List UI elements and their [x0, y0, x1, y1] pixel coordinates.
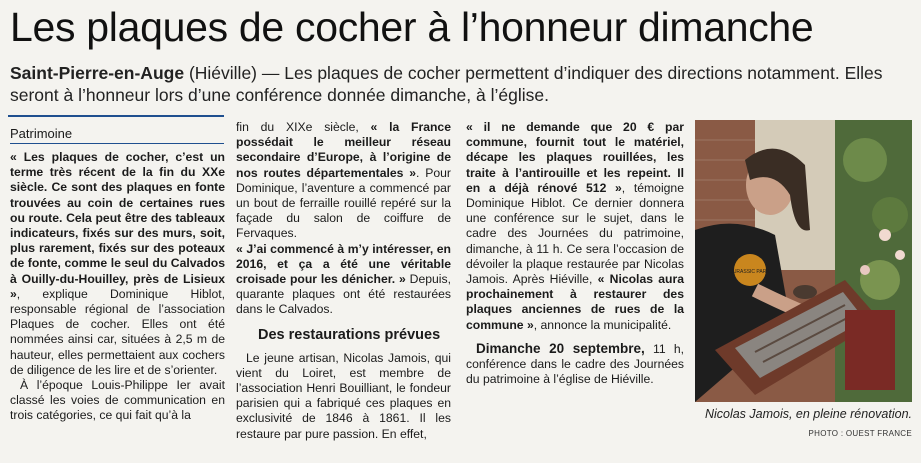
standfirst-place: Saint-Pierre-en-Auge — [10, 63, 185, 83]
col2-text-2: Depuis, quarante plaques ont été restaurées dans le Calvados. — [236, 272, 451, 317]
col2-paragraph-1 — [236, 120, 451, 242]
col1-quote: « Les plaques de cocher, c’est un terme très récent de la fin du XXe siècle. Ce sont des plaques en fonte trouvées au coin de certaines rues ou route. Cela peut être des tableaux indicateurs, fixés sur des murs, soit, plus rarement, fixés sur des poteaux de fonte, comme le seul du Calvados à Ouilly-du-Houilley, près de Lisieux » — [10, 150, 225, 301]
col3-paragraph-1 — [466, 120, 684, 333]
col3-quote-2: « Nicolas aura prochainement à restaurer des plaques anciennes de rues de la commune » — [466, 272, 684, 332]
rubric-top-rule — [8, 115, 224, 117]
col2-paragraph-3: Le jeune artisan, Nicolas Jamois, qui vient du Loiret, est membre de l’association Henri Bouilliant, le fondeur parisien qui a fabriqué ces plaques en exclusivité de 1846 à 1861. Il les restaure par pure passion. En effet, — [236, 350, 451, 441]
photo-illustration — [695, 120, 912, 402]
col2-paragraph-2 — [236, 242, 451, 318]
headline: Les plaques de cocher à l’honneur dimanche — [10, 4, 814, 50]
article-column-2 — [236, 120, 451, 442]
article-column-1 — [10, 150, 225, 424]
col1-paragraph-2: À l’époque Louis-Philippe Ier avait classé les voies de communication en trois catégories, ce qui fait qu’à la — [10, 378, 225, 423]
standfirst — [10, 62, 910, 106]
article-photo — [695, 120, 912, 402]
col1-text: , explique Dominique Hiblot, responsable régional de l’association Plaques de cocher. Elles ont été nommées ainsi car, situées à 2,5 m de hauteur, elles permettaient aux cochers de diligence de les lire et de s’orienter. — [10, 286, 225, 377]
event-details: 11 h, conférence dans le cadre des Journées du patrimoine à l’église de Hiéville. — [466, 341, 684, 387]
photo-caption: Nicolas Jamois, en pleine rénovation. — [704, 407, 912, 421]
col3-text-1: , témoigne Dominique Hiblot. Ce dernier donnera une conférence sur le sujet, dans le cadre des Journées du patrimoine, dimanche, à 11 h. Ce sera l’occasion de dévoiler la plaque restaurée par Nicolas Jamois. Après Hiéville, — [466, 180, 684, 287]
shirt-logo-text: JURASSIC PARK — [730, 269, 770, 275]
standfirst-locality: (Hiéville) — [188, 63, 257, 83]
col3-event-paragraph — [466, 341, 684, 388]
col1-paragraph-1 — [10, 150, 225, 378]
col3-text-2: , annonce la municipalité. — [533, 317, 672, 332]
photo-credit: PHOTO : OUEST FRANCE — [808, 429, 912, 438]
article-column-3 — [466, 120, 684, 387]
rubric-label: Patrimoine — [10, 124, 224, 144]
col2-quote-1: « la France possédait le meilleur réseau secondaire d’Europe, à l’origine de nos routes départementales » — [236, 120, 451, 180]
col2-quote-2: « J’ai commencé à m’y intéresser, en 2016, et ça a été une véritable croisade pour les dénicher. » — [236, 241, 451, 287]
standfirst-text: Les plaques de cocher permettent d’indiquer des directions notamment. Elles seront à l’honneur lors d’une conférence donnée dimanche, à l’église. — [10, 63, 883, 105]
col3-quote-1: « il ne demande que 20 € par commune, fournit tout le matériel, décape les plaques rouillées, les traite à l’antirouille et les repeint. Il en a déjà rénové 512 » — [466, 120, 684, 195]
subheading: Des restaurations prévues — [258, 326, 441, 343]
event-date: Dimanche 20 septembre, — [476, 340, 645, 356]
col2-start: fin du XIXe siècle, — [236, 120, 371, 134]
col2-text-1: . Pour Dominique, l’aventure a commencé par un bout de ferraille rouillé repéré sur la façade du salon de coiffure de Fervaques. — [236, 165, 451, 241]
standfirst-dash: — — [261, 63, 280, 83]
